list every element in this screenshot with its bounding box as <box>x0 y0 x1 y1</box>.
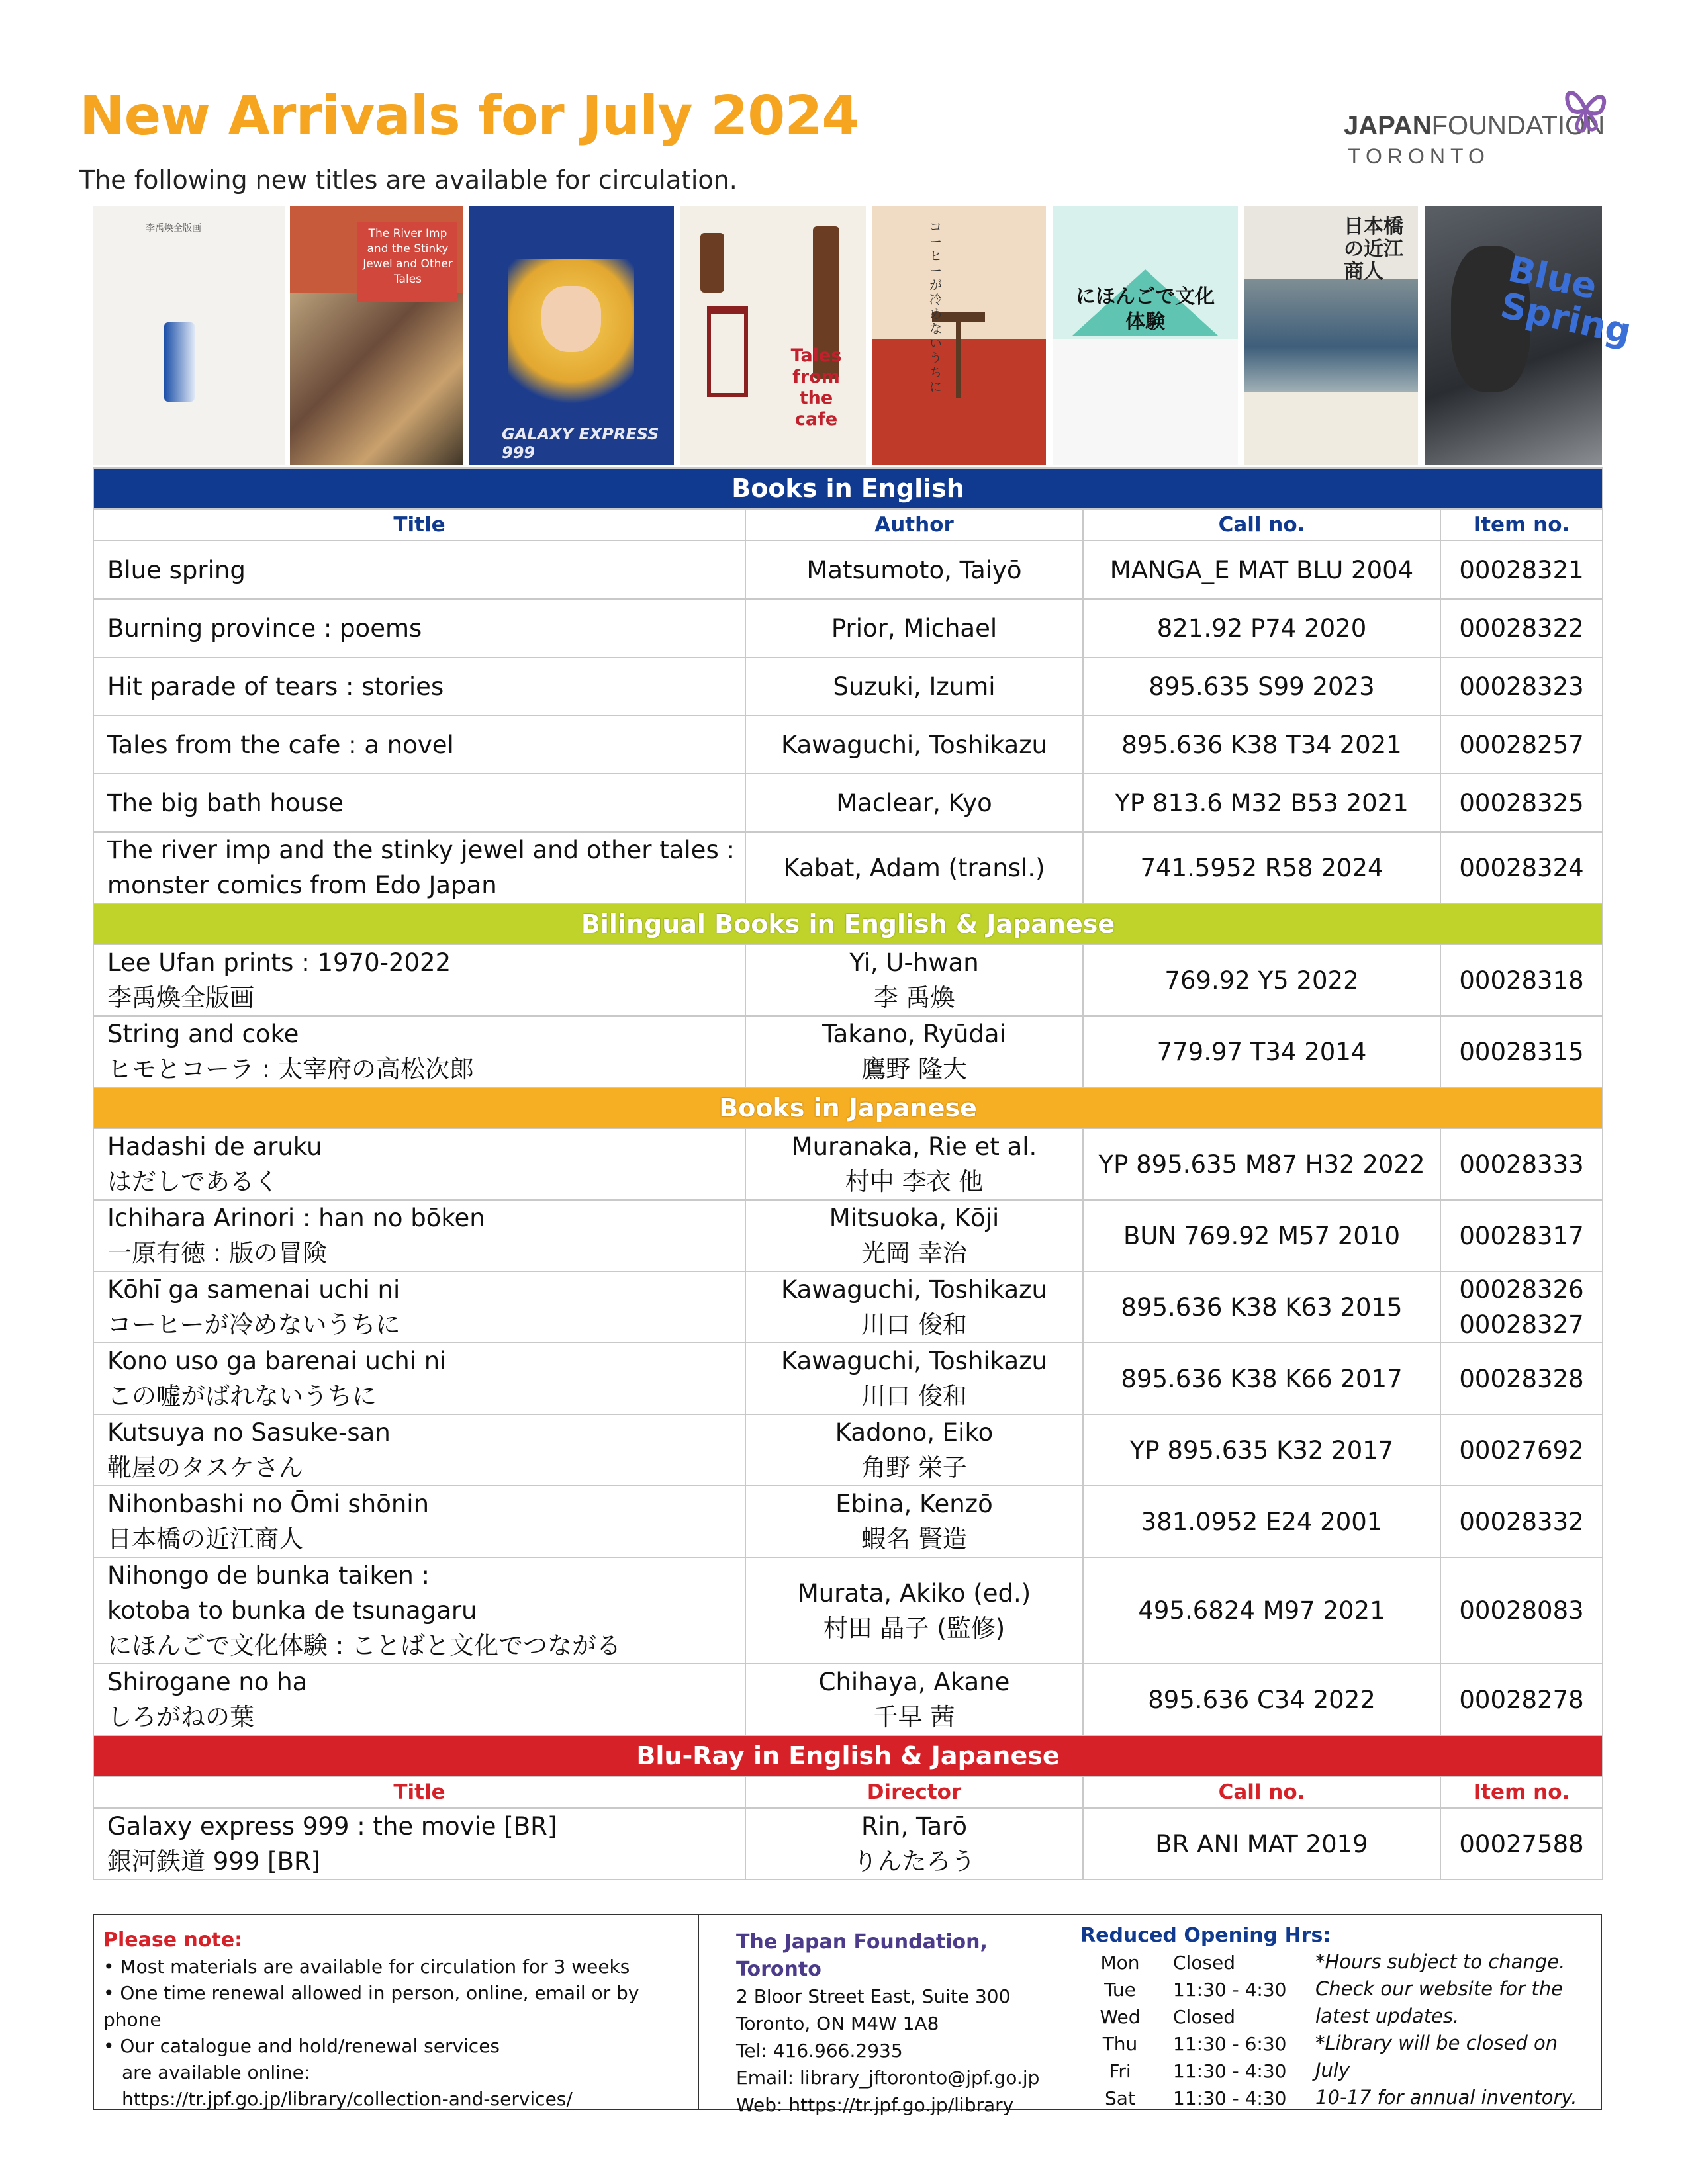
hours-time: 11:30 - 4:30 <box>1173 2060 1287 2082</box>
bluray-title-romaji: Galaxy express 999 : the movie [BR] <box>107 1812 557 1841</box>
author-japanese: 川口 俊和 <box>861 1310 967 1339</box>
hours-time: 11:30 - 6:30 <box>1173 2033 1287 2055</box>
section-title: Bilingual Books in English & Japanese <box>93 903 1603 944</box>
author-romaji: Murata, Akiko (ed.) <box>797 1578 1031 1608</box>
call-number: 381.0952 E24 2001 <box>1083 1486 1440 1557</box>
book-author <box>745 1271 1083 1343</box>
author-japanese: 村田 晶子 (監修) <box>823 1614 1006 1643</box>
author-romaji: Muranaka, Rie et al. <box>791 1132 1037 1161</box>
column-header-title: Title <box>93 509 745 541</box>
book-author <box>745 1128 1083 1200</box>
book-title <box>93 944 745 1016</box>
hours-day: Sat <box>1105 2087 1135 2109</box>
column-header-call-no: Call no. <box>1083 1776 1440 1808</box>
book-title <box>93 1200 745 1271</box>
item-number-1: 00028326 <box>1459 1275 1584 1304</box>
director-japanese: りんたろう <box>853 1847 976 1876</box>
book-author: Kawaguchi, Toshikazu <box>745 715 1083 774</box>
contact-panel <box>736 1929 1054 2118</box>
hours-time: 11:30 - 4:30 <box>1173 1979 1287 2001</box>
butterfly-icon <box>1562 79 1609 139</box>
contact-heading: The Japan Foundation, Toronto <box>736 1931 988 1981</box>
section-header-japanese <box>93 1087 1603 1128</box>
table-row <box>93 715 1603 774</box>
page-title: New Arrivals for July 2024 <box>79 85 859 148</box>
author-romaji: Kawaguchi, Toshikazu <box>780 1347 1048 1375</box>
book-title-romaji: Kono uso ga barenai uchi ni <box>107 1347 447 1375</box>
bluray-title-japanese: 銀河鉄道 999 [BR] <box>107 1847 321 1876</box>
call-number: 741.5952 R58 2024 <box>1083 832 1440 903</box>
book-title-romaji: Hadashi de aruku <box>107 1132 322 1161</box>
book-title <box>93 1664 745 1735</box>
author-romaji: Yi, U-hwan <box>849 948 979 977</box>
book-title-japanese: 李禹煥全版画 <box>107 983 254 1012</box>
item-number: 00028328 <box>1440 1343 1603 1414</box>
call-number: 895.636 K38 K63 2015 <box>1083 1271 1440 1343</box>
web-link[interactable]: Web: https://tr.jpf.go.jp/library <box>736 2094 1014 2116</box>
book-author <box>745 1664 1083 1735</box>
item-number: 00028322 <box>1440 599 1603 657</box>
column-header-call-no: Call no. <box>1083 509 1440 541</box>
hours-time: 11:30 - 4:30 <box>1173 2087 1287 2109</box>
book-title <box>93 832 745 903</box>
note-item: • One time renewal allowed in person, online, email or by phone <box>103 1982 639 2030</box>
book-title-romaji: Nihongo de bunka taiken : <box>107 1561 430 1590</box>
note-item: are available online: <box>122 2062 310 2083</box>
column-header-author: Author <box>745 509 1083 541</box>
logo-text: FOUNDATION <box>1431 111 1605 140</box>
book-title-line1: The river imp and the stinky jewel and other tales : <box>107 836 735 864</box>
hours-note-line: *Library will be closed on July <box>1315 2032 1558 2081</box>
section-header-bluray <box>93 1735 1603 1776</box>
call-number: BUN 769.92 M57 2010 <box>1083 1200 1440 1271</box>
hours-row <box>1080 2058 1345 2085</box>
book-covers-strip <box>93 206 1635 465</box>
page-subtitle: The following new titles are available for circulation. <box>79 165 737 195</box>
hours-day: Fri <box>1109 2060 1131 2082</box>
book-title <box>93 1414 745 1486</box>
phone-line: Tel: 416.966.2935 <box>736 2040 903 2062</box>
section-title: Blu-Ray in English & Japanese <box>93 1735 1603 1776</box>
book-author <box>745 1486 1083 1557</box>
item-number: 00028257 <box>1440 715 1603 774</box>
table-row <box>93 1808 1603 1880</box>
book-author <box>745 1016 1083 1087</box>
book-author: Prior, Michael <box>745 599 1083 657</box>
item-number: 00028083 <box>1440 1557 1603 1664</box>
new-arrivals-table <box>93 467 1603 1880</box>
book-title-japanese: 日本橋の近江商人 <box>107 1525 303 1553</box>
logo-text-bold: JAPAN <box>1344 111 1432 140</box>
book-title <box>93 1128 745 1200</box>
book-title: Blue spring <box>93 541 745 599</box>
column-headers <box>93 1776 1603 1808</box>
item-number: 00028323 <box>1440 657 1603 715</box>
author-japanese: 光岡 幸治 <box>861 1239 967 1267</box>
author-japanese: 李 禹煥 <box>873 983 955 1012</box>
book-title: The big bath house <box>93 774 745 832</box>
book-title-japanese: にほんごで文化体験 : ことばと文化でつながる <box>107 1631 621 1660</box>
book-title-romaji: Lee Ufan prints : 1970-2022 <box>107 948 451 977</box>
hours-day: Tue <box>1104 1979 1136 2001</box>
hours-time: Closed <box>1173 2006 1236 2028</box>
book-author: Matsumoto, Taiyō <box>745 541 1083 599</box>
note-item: • Our catalogue and hold/renewal services <box>103 2035 500 2057</box>
book-title: Tales from the cafe : a novel <box>93 715 745 774</box>
footer-divider <box>698 1915 699 2109</box>
item-number: 00028317 <box>1440 1200 1603 1271</box>
section-header-bilingual <box>93 903 1603 944</box>
book-title-japanese: しろがねの葉 <box>107 1703 254 1731</box>
call-number: BR ANI MAT 2019 <box>1083 1808 1440 1880</box>
column-header-item-no: Item no. <box>1440 1776 1603 1808</box>
call-number: 821.92 P74 2020 <box>1083 599 1440 657</box>
item-number: 00027692 <box>1440 1414 1603 1486</box>
book-title-line2: monster comics from Edo Japan <box>107 871 497 899</box>
hours-notes <box>1315 1948 1593 2111</box>
note-item: • Most materials are available for circulation for 3 weeks <box>103 1956 630 1978</box>
catalogue-link[interactable]: https://tr.jpf.go.jp/library/collection-and-services/ <box>122 2088 573 2110</box>
book-title-romaji: Shirogane no ha <box>107 1668 308 1696</box>
table-row <box>93 832 1603 903</box>
table-row <box>93 1343 1603 1414</box>
cover-tales-from-cafe: Tales from the cafe <box>680 206 866 465</box>
table-row <box>93 657 1603 715</box>
cover-blue-spring: Blue Spring <box>1425 206 1602 465</box>
hours-note-line: 10-17 for annual inventory. <box>1315 2086 1577 2109</box>
book-title: Burning province : poems <box>93 599 745 657</box>
table-row <box>93 1200 1603 1271</box>
table-row <box>93 1271 1603 1343</box>
call-number: 495.6824 M97 2021 <box>1083 1557 1440 1664</box>
section-title: Books in English <box>93 468 1603 509</box>
book-title-japanese: ヒモとコーラ : 太宰府の高松次郎 <box>107 1055 474 1083</box>
item-number <box>1440 1271 1603 1343</box>
author-romaji: Mitsuoka, Kōji <box>829 1204 1000 1232</box>
table-row <box>93 1557 1603 1664</box>
book-author <box>745 944 1083 1016</box>
table-row <box>93 1486 1603 1557</box>
email-link[interactable]: Email: library_jftoronto@jpf.go.jp <box>736 2067 1040 2089</box>
table-row <box>93 944 1603 1016</box>
book-title-japanese: 靴屋のタスケさん <box>107 1453 303 1482</box>
cover-nihonbashi: 日本橋の近江商人 <box>1244 206 1418 465</box>
table-row <box>93 1128 1603 1200</box>
column-header-title: Title <box>93 1776 745 1808</box>
column-header-item-no: Item no. <box>1440 509 1603 541</box>
item-number: 00028324 <box>1440 832 1603 903</box>
call-number: 895.635 S99 2023 <box>1083 657 1440 715</box>
book-title-romaji: String and coke <box>107 1020 299 1048</box>
book-title-romaji-line2: kotoba to bunka de tsunagaru <box>107 1596 477 1625</box>
author-japanese: 鷹野 隆大 <box>861 1055 967 1083</box>
call-number: 895.636 C34 2022 <box>1083 1664 1440 1735</box>
call-number: YP 895.635 K32 2017 <box>1083 1414 1440 1486</box>
call-number: YP 813.6 M32 B53 2021 <box>1083 774 1440 832</box>
table-row <box>93 599 1603 657</box>
book-title-romaji: Kōhī ga samenai uchi ni <box>107 1275 400 1304</box>
book-title-japanese: 一原有徳 : 版の冒険 <box>107 1239 327 1267</box>
call-number: 779.97 T34 2014 <box>1083 1016 1440 1087</box>
call-number: 895.636 K38 T34 2021 <box>1083 715 1440 774</box>
address-line: Toronto, ON M4W 1A8 <box>736 2013 939 2034</box>
author-romaji: Ebina, Kenzō <box>835 1490 993 1518</box>
book-author: Maclear, Kyo <box>745 774 1083 832</box>
item-number: 00028278 <box>1440 1664 1603 1735</box>
table-row <box>93 1664 1603 1735</box>
section-header-english <box>93 468 1603 509</box>
book-author <box>745 1414 1083 1486</box>
hours-row <box>1080 2003 1345 2030</box>
please-note-panel <box>103 1927 699 2113</box>
book-title <box>93 1343 745 1414</box>
opening-hours-panel <box>1080 1922 1345 2112</box>
hours-day: Mon <box>1100 1952 1140 1974</box>
call-number: 895.636 K38 K66 2017 <box>1083 1343 1440 1414</box>
hours-note-line: *Hours subject to change. <box>1315 1950 1566 1973</box>
japan-foundation-logo <box>1344 79 1609 172</box>
hours-note-line: Check our website for the <box>1315 1978 1563 2000</box>
book-title-romaji: Ichihara Arinori : han no bōken <box>107 1204 485 1232</box>
table-row <box>93 541 1603 599</box>
item-number-2: 00028327 <box>1459 1310 1584 1339</box>
item-number: 00027588 <box>1440 1808 1603 1880</box>
hours-time: Closed <box>1173 1952 1236 1974</box>
author-romaji: Chihaya, Akane <box>818 1668 1010 1696</box>
bluray-title <box>93 1808 745 1880</box>
call-number: YP 895.635 M87 H32 2022 <box>1083 1128 1440 1200</box>
book-author: Suzuki, Izumi <box>745 657 1083 715</box>
book-title-romaji: Kutsuya no Sasuke-san <box>107 1418 391 1447</box>
cover-coffee: コーヒーが冷めないうちに <box>872 206 1046 465</box>
book-author <box>745 1557 1083 1664</box>
call-number: MANGA_E MAT BLU 2004 <box>1083 541 1440 599</box>
hours-row <box>1080 2030 1345 2058</box>
hours-note-line: latest updates. <box>1315 2005 1460 2027</box>
author-romaji: Kadono, Eiko <box>835 1418 994 1447</box>
book-author <box>745 1343 1083 1414</box>
book-title <box>93 1486 745 1557</box>
item-number: 00028325 <box>1440 774 1603 832</box>
logo-subtext: TORONTO <box>1348 144 1490 168</box>
hours-heading: Reduced Opening Hrs: <box>1080 1924 1331 1947</box>
table-row <box>93 774 1603 832</box>
book-title <box>93 1271 745 1343</box>
director-romaji: Rin, Tarō <box>861 1812 967 1841</box>
hours-row <box>1080 2085 1345 2112</box>
call-number: 769.92 Y5 2022 <box>1083 944 1440 1016</box>
note-heading: Please note: <box>103 1929 243 1952</box>
book-author <box>745 1200 1083 1271</box>
author-japanese: 蝦名 賢造 <box>861 1525 967 1553</box>
author-japanese: 角野 栄子 <box>861 1453 967 1482</box>
column-headers <box>93 509 1603 541</box>
book-author: Kabat, Adam (transl.) <box>745 832 1083 903</box>
item-number: 00028333 <box>1440 1128 1603 1200</box>
cover-river-imp: The River Imp and the Stinky Jewel and Other Tales <box>290 206 463 465</box>
section-title: Books in Japanese <box>93 1087 1603 1128</box>
column-header-director: Director <box>745 1776 1083 1808</box>
book-title-japanese: この嘘がばれないうちに <box>107 1382 377 1410</box>
book-title-japanese: はだしであるく <box>107 1167 279 1196</box>
cover-nihongo-bunka: にほんごで文化体験 <box>1053 206 1238 465</box>
book-title <box>93 1557 745 1664</box>
hours-row <box>1080 1976 1345 2003</box>
hours-day: Wed <box>1100 2006 1141 2028</box>
footer-info-box <box>93 1914 1602 2116</box>
address-line: 2 Bloor Street East, Suite 300 <box>736 1985 1011 2007</box>
author-japanese: 川口 俊和 <box>861 1382 967 1410</box>
author-romaji: Kawaguchi, Toshikazu <box>780 1275 1048 1304</box>
table-row <box>93 1016 1603 1087</box>
cover-galaxy-express: GALAXY EXPRESS 999 <box>469 206 674 465</box>
item-number: 00028321 <box>1440 541 1603 599</box>
table-row <box>93 1414 1603 1486</box>
cover-lee-ufan: 李禹煥全版画 <box>93 206 285 465</box>
author-japanese: 村中 李衣 他 <box>845 1167 984 1196</box>
item-number: 00028332 <box>1440 1486 1603 1557</box>
author-romaji: Takano, Ryūdai <box>822 1020 1006 1048</box>
hours-row <box>1080 1949 1345 1976</box>
book-title-japanese: コーヒーが冷めないうちに <box>107 1310 400 1339</box>
book-title-romaji: Nihonbashi no Ōmi shōnin <box>107 1490 430 1518</box>
book-title: Hit parade of tears : stories <box>93 657 745 715</box>
item-number: 00028318 <box>1440 944 1603 1016</box>
director <box>745 1808 1083 1880</box>
book-title <box>93 1016 745 1087</box>
item-number: 00028315 <box>1440 1016 1603 1087</box>
hours-day: Thu <box>1102 2033 1138 2055</box>
author-japanese: 千早 茜 <box>873 1703 955 1731</box>
